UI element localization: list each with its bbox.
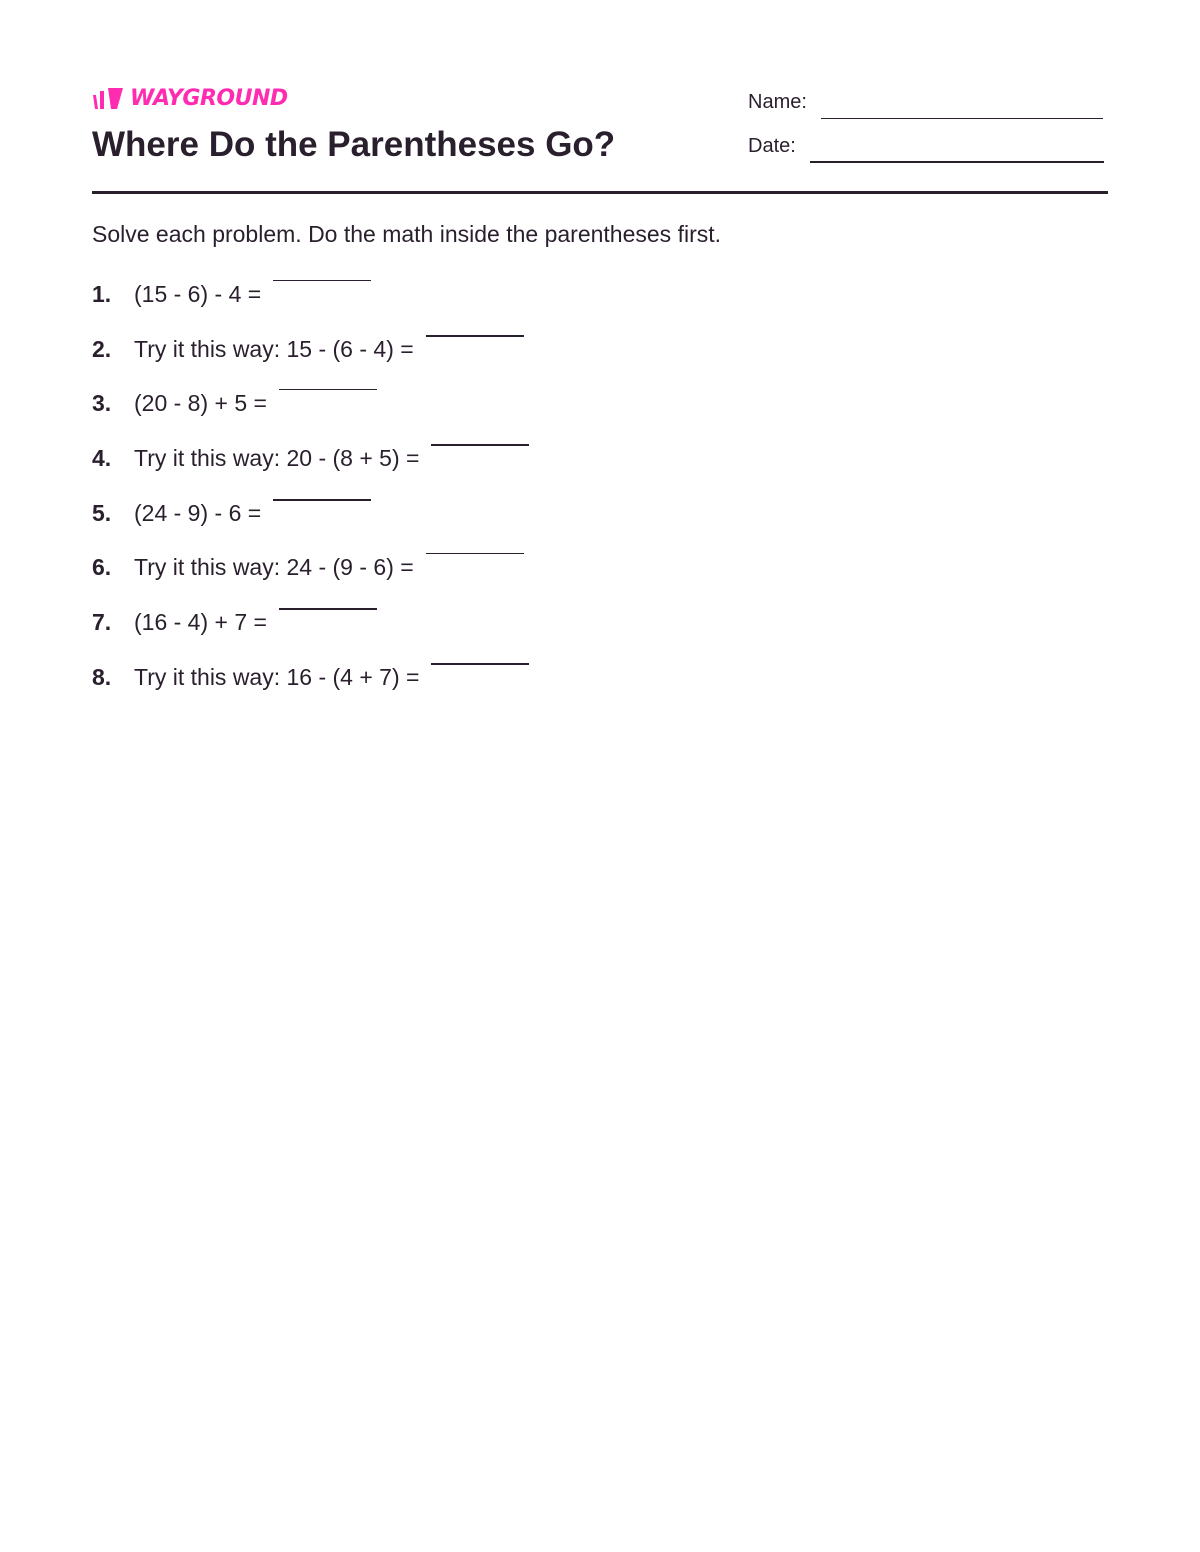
instructions: Solve each problem. Do the math inside the parentheses first.: [92, 221, 722, 247]
name-blank-line[interactable]: [821, 118, 1103, 119]
wayground-logo-icon: [92, 87, 124, 111]
answer-blank[interactable]: [431, 444, 529, 446]
problem-item: [92, 661, 529, 716]
name-label: Name:: [748, 91, 807, 113]
brand-logo: [92, 86, 288, 112]
problem-item: [92, 442, 529, 497]
problem-text: Try it this way: 16 - (4 + 7) =: [134, 663, 420, 690]
problem-text: (15 - 6) - 4 =: [134, 281, 262, 307]
problem-item: [92, 333, 529, 388]
problem-number: 7.: [92, 609, 112, 636]
problem-number: 1.: [92, 281, 112, 307]
answer-blank[interactable]: [279, 608, 377, 610]
problem-text: Try it this way: 20 - (8 + 5) =: [134, 445, 420, 472]
name-field: [748, 89, 1103, 115]
problem-item: [92, 387, 529, 442]
header-divider: [92, 191, 1108, 194]
answer-blank[interactable]: [273, 499, 371, 501]
problem-item: [92, 278, 529, 333]
date-label: Date:: [748, 135, 796, 157]
problem-text: (20 - 8) + 5 =: [134, 390, 267, 417]
answer-blank[interactable]: [431, 663, 529, 665]
problem-number: 3.: [92, 390, 112, 417]
answer-blank[interactable]: [426, 335, 524, 337]
problem-list: [92, 278, 529, 716]
date-blank-line[interactable]: [810, 161, 1104, 163]
problem-text: Try it this way: 15 - (6 - 4) =: [134, 335, 414, 362]
problem-text: Try it this way: 24 - (9 - 6) =: [134, 554, 414, 581]
problem-item: [92, 497, 529, 552]
problem-number: 5.: [92, 499, 112, 526]
problem-number: 8.: [92, 663, 112, 690]
problem-text: (16 - 4) + 7 =: [134, 609, 267, 636]
problem-number: 4.: [92, 445, 112, 472]
answer-blank[interactable]: [279, 389, 377, 390]
date-field: [748, 133, 1104, 159]
problem-item: [92, 606, 529, 661]
answer-blank[interactable]: [273, 280, 371, 281]
problem-number: 6.: [92, 554, 112, 581]
brand-name: WAYGROUND: [130, 86, 288, 111]
problem-number: 2.: [92, 335, 112, 362]
problem-text: (24 - 9) - 6 =: [134, 499, 262, 526]
problem-item: [92, 551, 529, 606]
answer-blank[interactable]: [426, 553, 524, 554]
page-title: Where Do the Parentheses Go?: [92, 125, 616, 164]
